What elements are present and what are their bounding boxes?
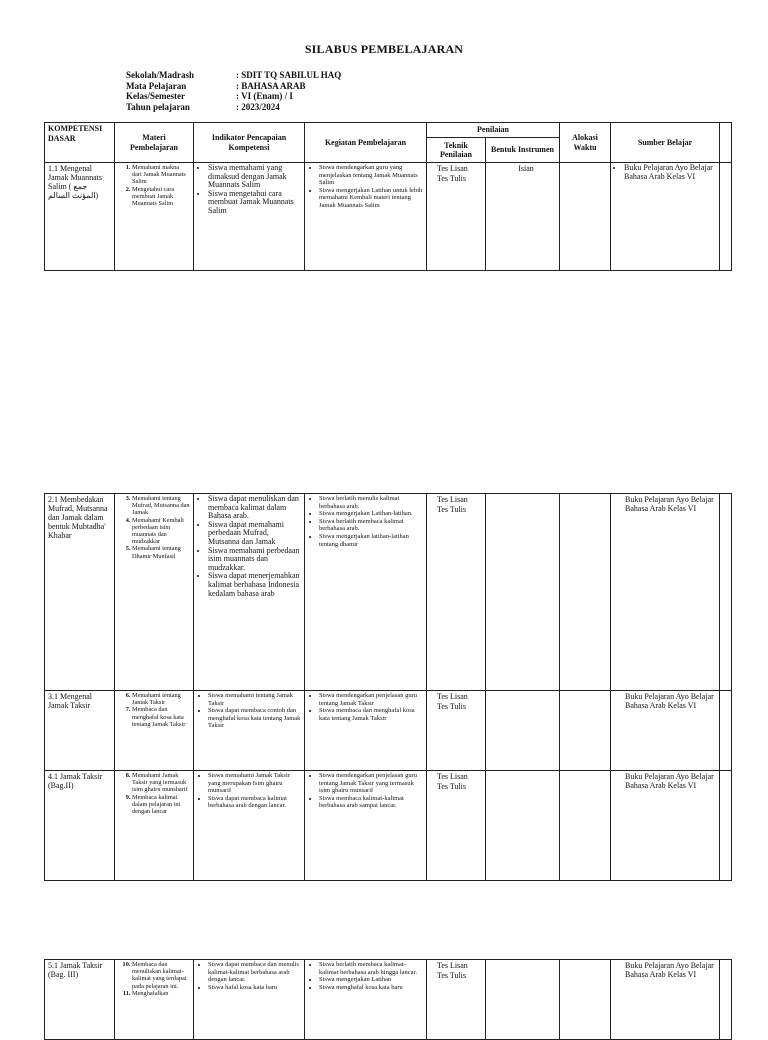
- kd-cell: 2.1 Membedakan Mufrad, Mutsanna dan Jamak dalam bentuk Mubtadha' Khabar: [45, 494, 115, 691]
- kegiatan-item: • Siswa membaca kalimat-kalimat berbahasa arab sampai lancar.: [319, 795, 423, 810]
- materi-item: 4. Memahami Kembali perbedaan isim muannats dan mudzakkar: [132, 517, 190, 546]
- header-teknik: Teknik Penilaian: [427, 138, 486, 163]
- sumber-cell: Buku Pelajaran Ayo Belajar Bahasa Arab Kelas VI: [611, 960, 720, 1040]
- indikator-item: • Siswa memahami tentang Jamak Taksir: [208, 692, 301, 707]
- alokasi-cell: [560, 163, 611, 271]
- meta-value: : BAHASA ARAB: [236, 80, 306, 91]
- kegiatan-item: • Siswa membaca dan menghafal kosa kata tentang Jamak Taksir: [319, 707, 423, 722]
- kd-cell: 5.1 Jamak Taksir (Bag. III): [45, 960, 115, 1040]
- materi-item: 9. Membaca kalimat dalam pelajaran ini dengan lancar: [132, 794, 190, 816]
- indikator-item: • Siswa mengetahui cara membuat Jamak Muannats Salim: [208, 190, 301, 216]
- kegiatan-item: • Siswa menghafal kosa kata baru: [319, 984, 423, 992]
- kegiatan-cell: [305, 771, 427, 881]
- indikator-cell: [194, 494, 305, 691]
- materi-item: 11. Menghafalkan: [132, 990, 190, 997]
- kd-cell: 4.1 Jamak Taksir (Bag.II): [45, 771, 115, 881]
- indikator-item: • Siswa memahami perbedaan isim muannats dan mudzakkar.: [208, 547, 301, 573]
- meta-value: : VI (Enam) / I: [236, 91, 293, 101]
- indikator-cell: [194, 960, 305, 1040]
- teknik-item: Tes Lisan: [437, 164, 468, 173]
- header-extra: [720, 123, 732, 163]
- header-alokasi: Alokasi Waktu: [560, 123, 611, 163]
- meta-key: Sekolah/Madrash: [126, 70, 195, 80]
- teknik-cell: [427, 691, 486, 771]
- bentuk-cell: [486, 771, 560, 881]
- indikator-item: • Siswa dapat membaca kalimat berbahasa arab dengan lancar.: [208, 795, 301, 810]
- materi-cell: [115, 960, 194, 1040]
- bentuk-cell: [486, 960, 560, 1040]
- kegiatan-item: • Siswa berlatih membaca kalimat-kalimat berbahasa arab hingga lancar.: [319, 961, 423, 976]
- meta-row-kelas: [126, 91, 341, 102]
- bentuk-cell: [486, 691, 560, 771]
- kegiatan-item: • Siswa mengerjakan Latihan untuk lebih memahami Kembali materi tentang Jamak Muannats Salim: [319, 187, 423, 210]
- kegiatan-cell: [305, 960, 427, 1040]
- alokasi-cell: [560, 494, 611, 691]
- extra-cell: [720, 691, 732, 771]
- meta-row-sekolah: [126, 70, 341, 81]
- teknik-item: Tes Tulis: [437, 970, 467, 980]
- teknik-item: Tes Lisan: [437, 495, 468, 504]
- header-indikator: Indikator Pencapaian Kompetensi: [194, 123, 305, 163]
- sumber-cell: Buku Pelajaran Ayo Belajar Bahasa Arab Kelas VI: [611, 691, 720, 771]
- meta-value: : SDIT TQ SABILUL HAQ: [236, 70, 342, 80]
- materi-item: 6. Memahami tentang Jamak Taksir: [132, 692, 190, 706]
- kegiatan-cell: [305, 691, 427, 771]
- kegiatan-item: • Siswa mendengarkan penjelasan guru tentang Jamak Taksir: [319, 692, 423, 707]
- header-kegiatan: Kegiatan Pembelajaran: [305, 123, 427, 163]
- teknik-cell: [427, 771, 486, 881]
- teknik-item: Tes Lisan: [437, 961, 468, 970]
- table-row: [45, 494, 732, 691]
- kegiatan-item: • Siswa mendengarkan guru yang menjelaskan tentang Jamak Muannats Salim: [319, 164, 423, 187]
- materi-item: 7. Membaca dan menghafal kosa kata tentang Jamak Taksir: [132, 706, 190, 728]
- alokasi-cell: [560, 771, 611, 881]
- materi-cell: [115, 771, 194, 881]
- teknik-cell: [427, 163, 486, 271]
- kegiatan-item: • Siswa berlatih menulis kalimat berbahasa arab.: [319, 495, 423, 510]
- kegiatan-item: • Siswa mengerjakan Latihan-latihan.: [319, 510, 423, 518]
- header-kompetensi-dasar: KOMPETENSI DASAR: [45, 123, 115, 163]
- materi-item: 3. Memahami tentang Mufrad, Mutsanna dan Jamak: [132, 495, 190, 517]
- meta-key: Kelas/Semester: [126, 91, 185, 101]
- indikator-item: • Siswa dapat memahami perbedaan Mufrad, Mutsanna dan Jamak: [208, 521, 301, 547]
- kegiatan-item: • Siswa mengerjakan Latihan: [319, 976, 423, 984]
- syllabus-table-1: [44, 122, 732, 271]
- meta-key: Tahun pelajaran: [126, 101, 190, 112]
- header-penilaian: Penilaian: [427, 123, 560, 138]
- sumber-cell: Buku Pelajaran Ayo Belajar Bahasa Arab Kelas VI: [611, 494, 720, 691]
- sumber-cell: [611, 163, 720, 271]
- extra-cell: [720, 771, 732, 881]
- materi-item: 10. Membaca dan menuliskan kalimat-kalimat yang terdapat pada pelajaran ini.: [132, 961, 190, 990]
- indikator-item: • Siswa dapat membaca contoh dan menghafal kosa kata tentang Jamak Taksir: [208, 707, 301, 730]
- teknik-item: Tes Tulis: [437, 701, 467, 711]
- materi-item: 8. Memahami Jamak Taksir yang termasuk isim ghairu munsharif: [132, 772, 190, 794]
- kd-cell: 1.1 Mengenal Jamak Muannats Salim ( جمع المؤنث السالم): [45, 163, 115, 271]
- kegiatan-item: • Siswa mengerjakan latihan-latihan tentang dhamir: [319, 533, 423, 548]
- teknik-item: Tes Tulis: [437, 173, 467, 183]
- extra-cell: [720, 494, 732, 691]
- indikator-item: • Siswa hafal kosa kata baru: [208, 984, 301, 992]
- meta-row-tahun: [126, 102, 341, 113]
- table-row: [45, 960, 732, 1040]
- kegiatan-cell: [305, 494, 427, 691]
- bentuk-cell: [486, 494, 560, 691]
- page-title: SILABUS PEMBELAJARAN: [304, 42, 464, 56]
- syllabus-table-3: [44, 959, 732, 1040]
- teknik-cell: [427, 494, 486, 691]
- materi-cell: [115, 494, 194, 691]
- indikator-cell: [194, 163, 305, 271]
- alokasi-cell: [560, 691, 611, 771]
- indikator-item: • Siswa memahami Jamak Taksir yang merupakan Isim ghairu munsarif: [208, 772, 301, 795]
- teknik-item: Tes Lisan: [437, 772, 468, 781]
- header-materi: Materi Pembelajaran: [115, 123, 194, 163]
- extra-cell: [720, 163, 732, 271]
- teknik-item: Tes Lisan: [437, 692, 468, 701]
- meta-value: : 2023/2024: [236, 101, 280, 112]
- teknik-item: Tes Tulis: [437, 504, 467, 514]
- materi-item: 5. Memahami tentang Dhamir Munfasil: [132, 545, 190, 559]
- table-row: [45, 771, 732, 881]
- table-row: [45, 163, 732, 271]
- indikator-item: • Siswa dapat menerjemahkan kalimat berbahasa Indonesia kedalam bahasa arab: [208, 572, 301, 598]
- header-bentuk: Bentuk Instrumen: [486, 138, 560, 163]
- indikator-cell: [194, 771, 305, 881]
- header-sumber: Sumber Belajar: [611, 123, 720, 163]
- materi-item: 2. Mengetahui cara membuat Jamak Muannats Salim: [132, 186, 190, 208]
- syllabus-table-2: [44, 493, 732, 881]
- alokasi-cell: [560, 960, 611, 1040]
- sumber-cell: Buku Pelajaran Ayo Belajar Bahasa Arab Kelas VI: [611, 771, 720, 881]
- indikator-item: • Siswa dapat membaca dan menulis kalimat-kalimat berbahasa arab dengan lancar.: [208, 961, 301, 984]
- indikator-item: • Siswa memahami yang dimaksud dengan Jamak Muannats Salim: [208, 164, 301, 190]
- meta-row-mapel: [126, 81, 341, 92]
- sumber-item: • Buku Pelajaran Ayo Belajar Bahasa Arab Kelas VI: [624, 164, 716, 181]
- extra-cell: [720, 960, 732, 1040]
- table-row: [45, 691, 732, 771]
- materi-cell: [115, 163, 194, 271]
- materi-item: 1. Memahami makna dari Jamak Muannats Salim: [132, 164, 190, 186]
- bentuk-cell: Isian: [486, 163, 560, 271]
- document-meta: [126, 70, 341, 112]
- teknik-item: Tes Tulis: [437, 781, 467, 791]
- indikator-item: • Siswa dapat menuliskan dan membaca kalimat dalam Bahasa arab.: [208, 495, 301, 521]
- indikator-cell: [194, 691, 305, 771]
- teknik-cell: [427, 960, 486, 1040]
- kegiatan-cell: [305, 163, 427, 271]
- kegiatan-item: • Siswa berlatih membaca kalimat berbahasa arab.: [319, 518, 423, 533]
- materi-cell: [115, 691, 194, 771]
- kegiatan-item: • Siswa mendengarkan penjelasan guru tentang Jamak Taksir yang termasuk isim ghairu munsarif: [319, 772, 423, 795]
- kd-cell: 3.1 Mengenal Jamak Taksir: [45, 691, 115, 771]
- meta-key: Mata Pelajaran: [126, 80, 187, 91]
